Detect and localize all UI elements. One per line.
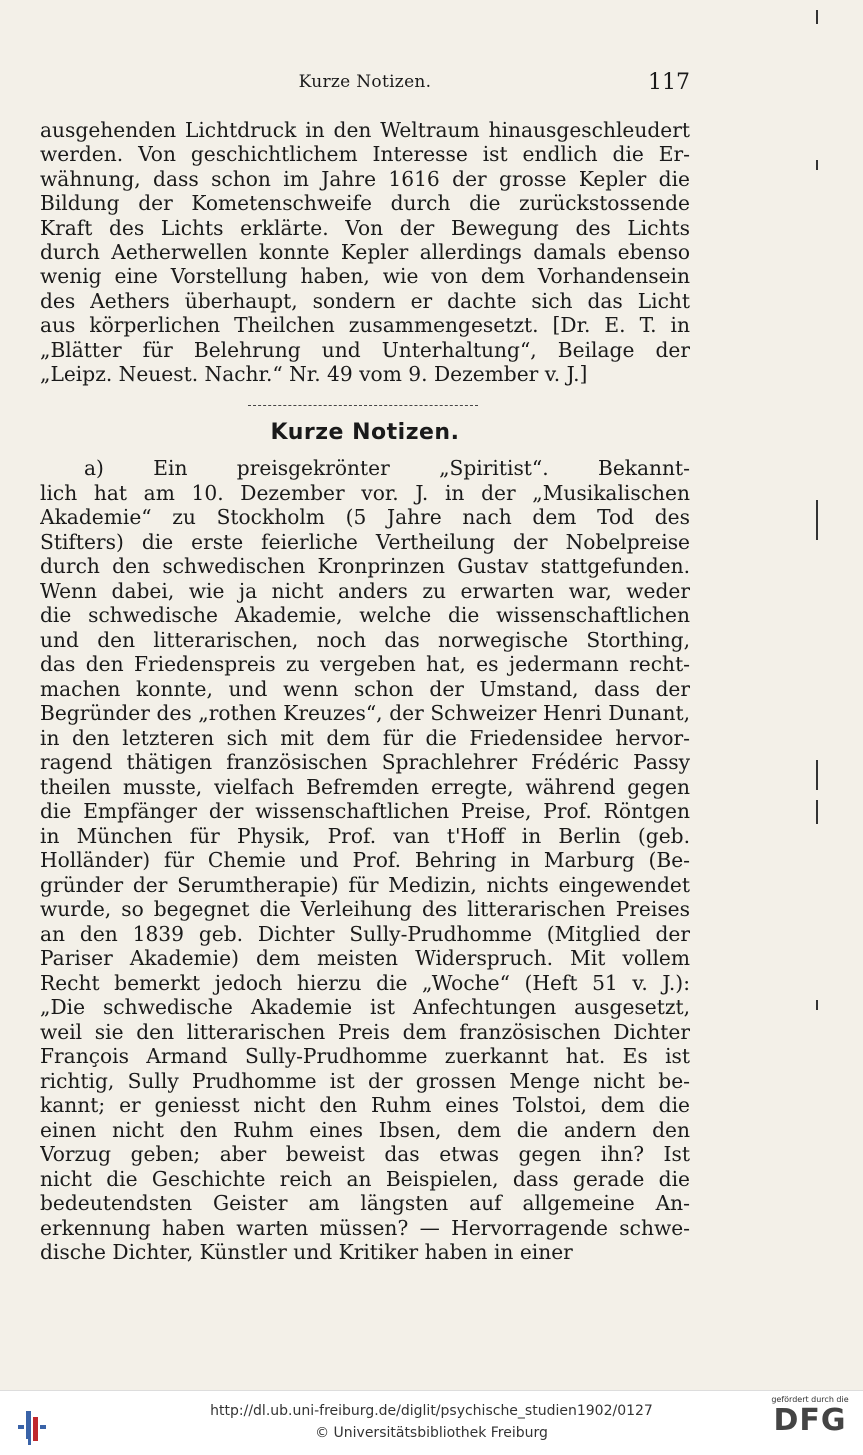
text-line: gründer der Serumtherapie) für Medizin, nichts eingewendet xyxy=(40,872,690,897)
text-line: machen konnte, und wenn schon der Umstand, dass der xyxy=(40,676,690,701)
text-line: Bildung der Kometenschweife durch die zurückstossende xyxy=(40,191,690,216)
text-line: Wenn dabei, wie ja nicht anders zu erwarten war, weder xyxy=(40,578,690,603)
text-line: Pariser Akademie) dem meisten Widerspruch. Mit vollem xyxy=(40,946,690,970)
text-line: richtig, Sully Prudhomme ist der grossen Menge nicht be- xyxy=(40,1068,690,1093)
text-line: bedeutendsten Geister am längsten auf allgemeine An- xyxy=(40,1191,690,1215)
text-line: ragend thätigen französischen Sprachlehrer Frédéric Passy xyxy=(40,750,690,774)
text-line: erkennung haben warten müssen? — Hervorragende schwe- xyxy=(40,1215,690,1240)
text-line: Kraft des Lichts erklärte. Von der Bewegung des Lichts xyxy=(40,215,690,240)
text-line: nicht die Geschichte reich an Beispielen, dass gerade die xyxy=(40,1166,690,1191)
paragraph-continued xyxy=(40,118,690,386)
text-line: Vorzug geben; aber beweist das etwas gegen ihn? Ist xyxy=(40,1142,690,1166)
text-line: kannt; er geniesst nicht den Ruhm eines Tolstoi, dem die xyxy=(40,1093,690,1117)
dfg-funding-text: gefördert durch die xyxy=(771,1395,849,1404)
text-line: „Leipz. Neuest. Nachr.“ Nr. 49 vom 9. Dezember v. J.] xyxy=(40,362,588,387)
running-title: Kurze Notizen. xyxy=(298,72,432,92)
dfg-logo xyxy=(765,1395,855,1451)
text-line: Begründer des „rothen Kreuzes“, der Schweizer Henri Dunant, xyxy=(40,701,690,725)
copyright-notice: © Universitätsbibliothek Freiburg xyxy=(315,1425,548,1441)
text-line: in München für Physik, Prof. van t'Hoff in Berlin (geb. xyxy=(40,823,690,848)
text-line: an den 1839 geb. Dichter Sully-Prudhomme (Mitglied der xyxy=(40,921,690,946)
paragraph-preisgekroenter-spiritist xyxy=(40,456,690,1265)
text-line: Recht bemerkt jedoch hierzu die „Woche“ (Heft 51 v. J.): xyxy=(40,970,690,995)
text-line: wenig eine Vorstellung haben, wie von dem Vorhandensein xyxy=(40,264,690,289)
source-url-link[interactable]: http://dl.ub.uni-freiburg.de/diglit/psychische_studien1902/0127 xyxy=(210,1403,653,1419)
text-line: durch den schwedischen Kronprinzen Gustav stattgefunden. xyxy=(40,554,690,578)
text-line: weil sie den litterarischen Preis dem französischen Dichter xyxy=(40,1019,690,1044)
text-line: lich hat am 10. Dezember vor. J. in der „Musikalischen xyxy=(40,480,690,505)
text-line: das den Friedenspreis zu vergeben hat, es jedermann recht- xyxy=(40,652,690,676)
text-line: werden. Von geschichtlichem Interesse ist endlich die Er- xyxy=(40,142,690,167)
section-separator xyxy=(248,405,478,408)
text-line: in den letzteren sich mit dem für die Friedensidee hervor- xyxy=(40,725,690,750)
text-line: dische Dichter, Künstler und Kritiker haben in einer xyxy=(40,1240,573,1264)
section-title: Kurze Notizen. xyxy=(270,420,460,445)
text-line: die schwedische Akademie, welche die wissenschaftlichen xyxy=(40,603,690,627)
text-line: Holländer) für Chemie und Prof. Behring in Marburg (Be- xyxy=(40,848,690,872)
scan-margin-marks xyxy=(810,0,830,1390)
text-line: die Empfänger der wissenschaftlichen Preise, Prof. Röntgen xyxy=(40,799,690,823)
text-line: theilen musste, vielfach Befremden erregte, während gegen xyxy=(40,774,690,799)
text-line: des Aethers überhaupt, sondern er dachte sich das Licht xyxy=(40,288,690,313)
text-line: durch Aetherwellen konnte Kepler allerdings damals ebenso xyxy=(40,240,690,265)
text-line: „Die schwedische Akademie ist Anfechtungen ausgesetzt, xyxy=(40,995,690,1019)
page-header xyxy=(40,72,690,102)
text-line: aus körperlichen Theilchen zusammengesetzt. [Dr. E. T. in xyxy=(40,313,690,338)
text-line: und den litterarischen, noch das norwegische Storthing, xyxy=(40,627,690,652)
text-line: ausgehenden Lichtdruck in den Weltraum hinausgeschleudert xyxy=(40,118,690,142)
text-line: François Armand Sully-Prudhomme zuerkannt hat. Es ist xyxy=(40,1044,690,1068)
text-line: a) Ein preisgekrönter „Spiritist“. Bekannt- xyxy=(84,456,690,480)
text-line: Akademie“ zu Stockholm (5 Jahre nach dem Tod des xyxy=(40,505,690,529)
text-line: wurde, so begegnet die Verleihung des litterarischen Preises xyxy=(40,897,690,921)
text-line: einen nicht den Ruhm eines Ibsen, dem die andern den xyxy=(40,1117,690,1142)
text-line: Stifters) die erste feierliche Vertheilung der Nobelpreise xyxy=(40,529,690,554)
text-line: „Blätter für Belehrung und Unterhaltung“, Beilage der xyxy=(40,337,690,362)
page-number: 117 xyxy=(648,70,690,95)
dfg-wordmark: DFG xyxy=(773,1403,847,1438)
text-line: wähnung, dass schon im Jahre 1616 der grosse Kepler die xyxy=(40,166,690,191)
viewer-footer xyxy=(0,1390,863,1455)
